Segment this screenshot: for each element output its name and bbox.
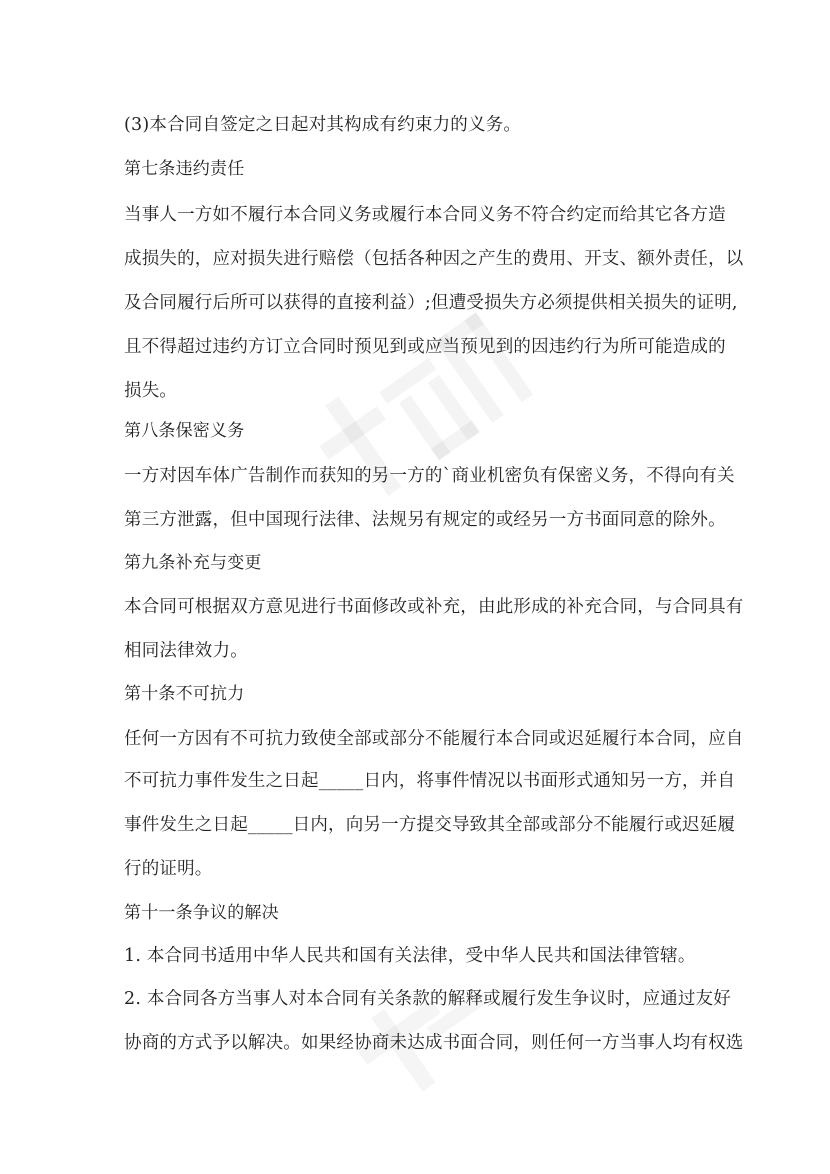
heading-article-7: 第七条违约责任 bbox=[124, 159, 245, 179]
article-7-line-5: 损失。 bbox=[124, 381, 178, 401]
article-7-line-2: 成损失的，应对损失进行赔偿（包括各种因之产生的费用、开支、额外责任，以 bbox=[124, 249, 744, 269]
article-7-line-4: 且不得超过违约方订立合同时预见到或应当预见到的因违约行为所可能造成的 bbox=[124, 337, 726, 357]
heading-article-9: 第九条补充与变更 bbox=[124, 553, 262, 573]
article-10-line-1: 任何一方因有不可抗力致使全部或部分不能履行本合同或迟延履行本合同，应自 bbox=[124, 729, 744, 749]
clause-6-item-3: (3)本合同自签定之日起对其构成有约束力的义务。 bbox=[124, 115, 522, 135]
article-7-line-3: 及合同履行后所可以获得的直接利益）;但遭受损失方必须提供相关损失的证明, bbox=[124, 293, 738, 313]
article-8-line-1: 一方对因车体广告制作而获知的另一方的`商业机密负有保密义务，不得向有关 bbox=[124, 466, 735, 486]
article-9-line-2: 相同法律效力。 bbox=[124, 641, 248, 661]
heading-article-8: 第八条保密义务 bbox=[124, 421, 245, 441]
article-10-line-2: 不可抗力事件发生之日起_____日内，将事件情况以书面形式通知另一方，并自 bbox=[124, 771, 736, 791]
article-8-line-2: 第三方泄露，但中国现行法律、法规另有规定的或经另一方书面同意的除外。 bbox=[124, 510, 726, 530]
article-11-item-2-line-2: 协商的方式予以解决。如果经协商未达成书面合同，则任何一方当事人均有权选 bbox=[124, 1033, 744, 1053]
article-10-line-3: 事件发生之日起_____日内，向另一方提交导致其全部或部分不能履行或迟延履 bbox=[124, 815, 736, 835]
article-10-line-4: 行的证明。 bbox=[124, 859, 213, 879]
heading-article-10: 第十条不可抗力 bbox=[124, 684, 245, 704]
article-11-item-2-line-1: 2. 本合同各方当事人对本合同有关条款的解释或履行发生争议时，应通过友好 bbox=[124, 989, 731, 1009]
article-7-line-1: 当事人一方如不履行本合同义务或履行本合同义务不符合约定而给其它各方造 bbox=[124, 205, 726, 225]
article-9-line-1: 本合同可根据双方意见进行书面修改或补充，由此形成的补充合同，与合同具有 bbox=[124, 597, 744, 617]
article-11-item-1: 1. 本合同书适用中华人民共和国有关法律，受中华人民共和国法律管辖。 bbox=[124, 946, 696, 966]
heading-article-11: 第十一条争议的解决 bbox=[124, 903, 279, 923]
